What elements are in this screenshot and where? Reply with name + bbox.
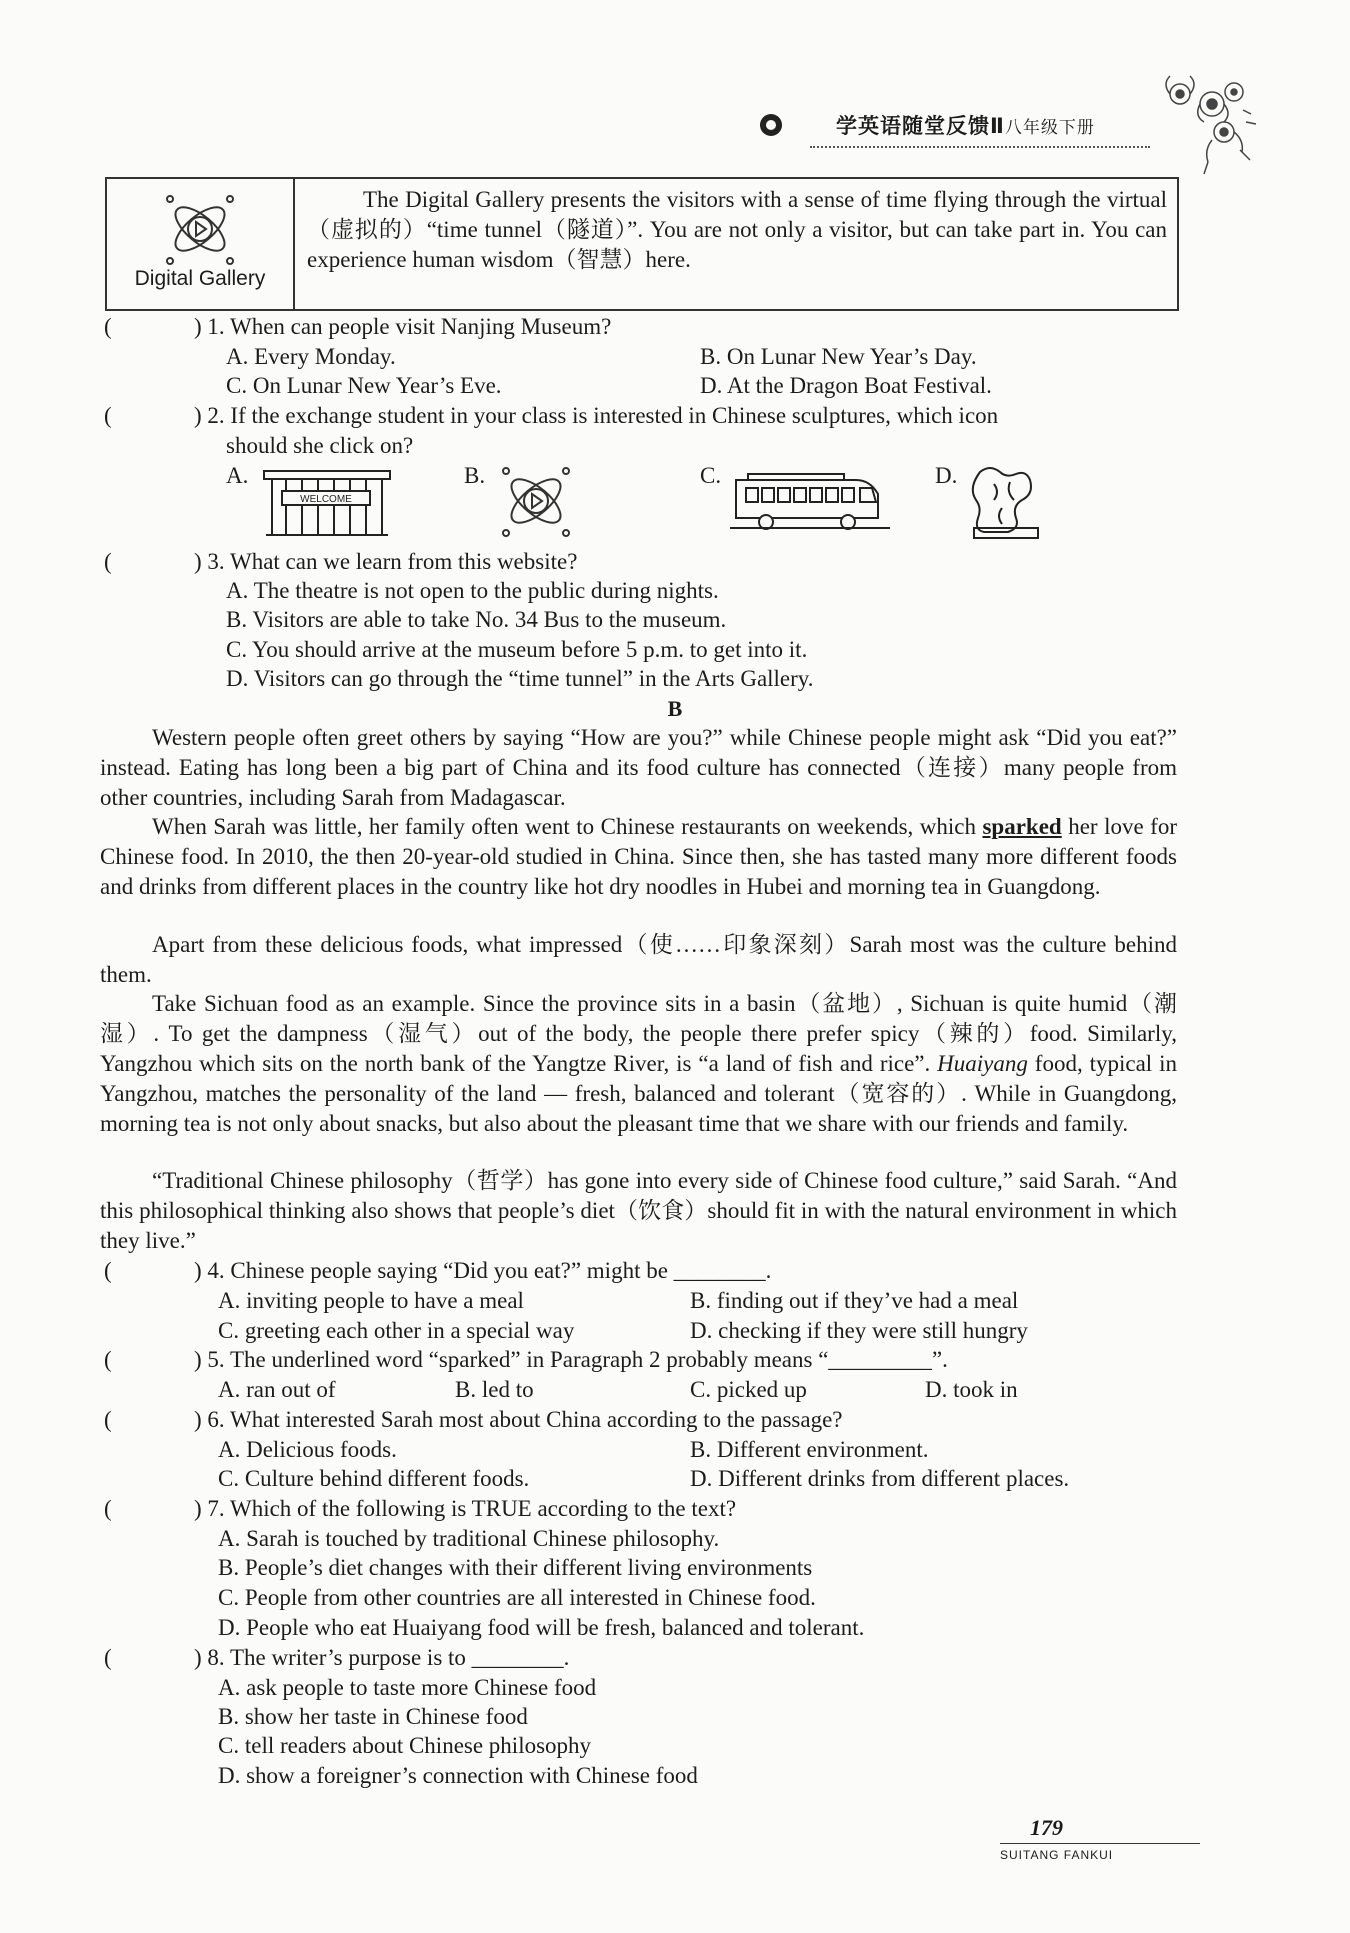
q7-option-c: C. People from other countries are all interested in Chinese food. [218, 1585, 816, 1610]
passage-paragraph-5: “Traditional Chinese philosophy（哲学）has gone into every side of Chinese food culture,” said Sarah. “And this philosophical thinking also shows that people’s diet（饮食）should fit in with the natural environment in which they live.” [100, 1168, 1177, 1253]
q5-option-c: C. picked up [690, 1377, 807, 1402]
q8-option-c: C. tell readers about Chinese philosophy [218, 1733, 592, 1758]
q4-option-a: A. inviting people to have a meal [218, 1288, 524, 1313]
question-6-stem: ) 6. What interested Sarah most about China according to the passage? [194, 1407, 843, 1432]
question-4-stem: ) 4. Chinese people saying “Did you eat?” might be ________. [194, 1258, 772, 1283]
question-5-stem: ) 5. The underlined word “sparked” in Paragraph 2 probably means “_________”. [194, 1347, 948, 1372]
q8-option-a: A. ask people to taste more Chinese food [218, 1675, 597, 1700]
book-grade: 八年级下册 [1004, 118, 1095, 138]
page-header [740, 108, 1160, 148]
sculpture-icon [966, 462, 1046, 542]
q1-option-b: B. On Lunar New Year’s Day. [700, 344, 977, 369]
footer-divider [1000, 1843, 1200, 1844]
italic-word-huaiyang: Huaiyang [937, 1051, 1028, 1076]
q2-option-b-label: B. [464, 463, 486, 488]
q3-option-c: C. You should arrive at the museum before 5 p.m. to get into it. [226, 637, 808, 662]
passage-paragraph-1: Western people often greet others by saying “How are you?” while Chinese people might ask “Did you eat?” instead. Eating has long been a big part of China and its food culture has connected（连接）many people from other countries, including Sarah from Madagascar. [100, 725, 1177, 810]
section-b-heading: B [667, 696, 683, 721]
digital-gallery-description: The Digital Gallery presents the visitors with a sense of time flying through the virtual（虚拟的）“time tunnel（隧道）”. You are not only a visitor, but can take part in. You can experience human wisdom（智慧）here. [307, 187, 1167, 272]
q6-option-b: B. Different environment. [690, 1437, 929, 1462]
q8-option-b: B. show her taste in Chinese food [218, 1704, 528, 1729]
q4-option-c: C. greeting each other in a special way [218, 1318, 575, 1343]
q4-option-d: D. checking if they were still hungry [690, 1318, 1028, 1343]
passage-paragraph-3: Apart from these delicious foods, what impressed（使……印象深刻）Sarah most was the culture behind them. [100, 932, 1177, 987]
digital-gallery-icon [160, 191, 240, 267]
q2-option-a-label: A. [226, 463, 249, 488]
q8-option-d: D. show a foreigner’s connection with Chinese food [218, 1763, 698, 1788]
svg-text:WELCOME: WELCOME [300, 494, 352, 505]
question-1-stem: ) 1. When can people visit Nanjing Museum? [194, 314, 612, 339]
q6-option-c: C. Culture behind different foods. [218, 1466, 530, 1491]
question-3-stem: ) 3. What can we learn from this website? [194, 549, 578, 574]
header-bullet-icon [760, 114, 782, 136]
passage-paragraph-2: When Sarah was little, her family often went to Chinese restaurants on weekends, which sparked her love for Chinese food. In 2010, the then 20-year-old studied in China. Since then, she has tasted many more different foods and drinks from different places in the country like hot dry noodles in Hubei and morning tea in Guangdong. [100, 814, 1177, 899]
page-number: 179 [1030, 1815, 1063, 1840]
flower-ornament-icon [1148, 70, 1258, 180]
q4-option-b: B. finding out if they’ve had a meal [690, 1288, 1019, 1313]
q1-option-a: A. Every Monday. [226, 344, 396, 369]
q5-option-d: D. took in [925, 1377, 1018, 1402]
q2-option-c-label: C. [700, 463, 722, 488]
digital-gallery-box [105, 177, 1179, 311]
q3-option-a: A. The theatre is not open to the public during nights. [226, 578, 719, 603]
question-2-stem-continued: should she click on? [226, 433, 414, 458]
welcome-gate-icon [262, 465, 392, 537]
q7-option-a: A. Sarah is touched by traditional Chinese philosophy. [218, 1526, 720, 1551]
answer-bracket-q1[interactable]: ( [104, 314, 112, 339]
bus-icon [730, 468, 890, 534]
answer-bracket-q7[interactable]: ( [104, 1496, 112, 1521]
header-divider [810, 146, 1150, 148]
passage-paragraph-4: Take Sichuan food as an example. Since the province sits in a basin（盆地）, Sichuan is quite humid（潮湿）. To get the dampness（湿气）out of the body, the people there prefer spicy（辣的）food. Similarly, Yangzhou which sits on the north bank of the Yangtze River, is “a land of fish and rice”. Huaiyang food, typical in Yangzhou, matches the personality of the land — fresh, balanced and tolerant（宽容的）. While in Guangdong, morning tea is not only about snacks, but also about the pleasant time that we share with our friends and family. [100, 991, 1177, 1136]
q2-option-d-label: D. [935, 463, 958, 488]
answer-bracket-q4[interactable]: ( [104, 1258, 112, 1283]
q6-option-d: D. Different drinks from different places. [690, 1466, 1070, 1491]
book-title: 学英语随堂反馈Ⅱ八年级下册 [836, 114, 1095, 138]
answer-bracket-q3[interactable]: ( [104, 549, 112, 574]
footer-series-label: SUITANG FANKUI [1000, 1848, 1114, 1862]
q7-option-b: B. People’s diet changes with their different living environments [218, 1555, 813, 1580]
q1-option-c: C. On Lunar New Year’s Eve. [226, 373, 502, 398]
underlined-word-sparked: sparked [982, 814, 1062, 839]
q5-option-b: B. led to [455, 1377, 534, 1402]
answer-bracket-q6[interactable]: ( [104, 1407, 112, 1432]
digital-gallery-icon-cell [107, 179, 295, 309]
q6-option-a: A. Delicious foods. [218, 1437, 397, 1462]
answer-bracket-q5[interactable]: ( [104, 1347, 112, 1372]
question-8-stem: ) 8. The writer’s purpose is to ________. [194, 1645, 570, 1670]
digital-gallery-label: Digital Gallery [134, 267, 266, 290]
q3-option-b: B. Visitors are able to take No. 34 Bus to the museum. [226, 607, 727, 632]
digital-gallery-option-icon [496, 463, 576, 539]
answer-bracket-q8[interactable]: ( [104, 1645, 112, 1670]
q1-option-d: D. At the Dragon Boat Festival. [700, 373, 992, 398]
answer-bracket-q2[interactable]: ( [104, 403, 112, 428]
q5-option-a: A. ran out of [218, 1377, 336, 1402]
q7-option-d: D. People who eat Huaiyang food will be fresh, balanced and tolerant. [218, 1615, 865, 1640]
question-7-stem: ) 7. Which of the following is TRUE according to the text? [194, 1496, 737, 1521]
q3-option-d: D. Visitors can go through the “time tunnel” in the Arts Gallery. [226, 666, 814, 691]
question-2-stem: ) 2. If the exchange student in your class is interested in Chinese sculptures, which icon [194, 403, 999, 428]
